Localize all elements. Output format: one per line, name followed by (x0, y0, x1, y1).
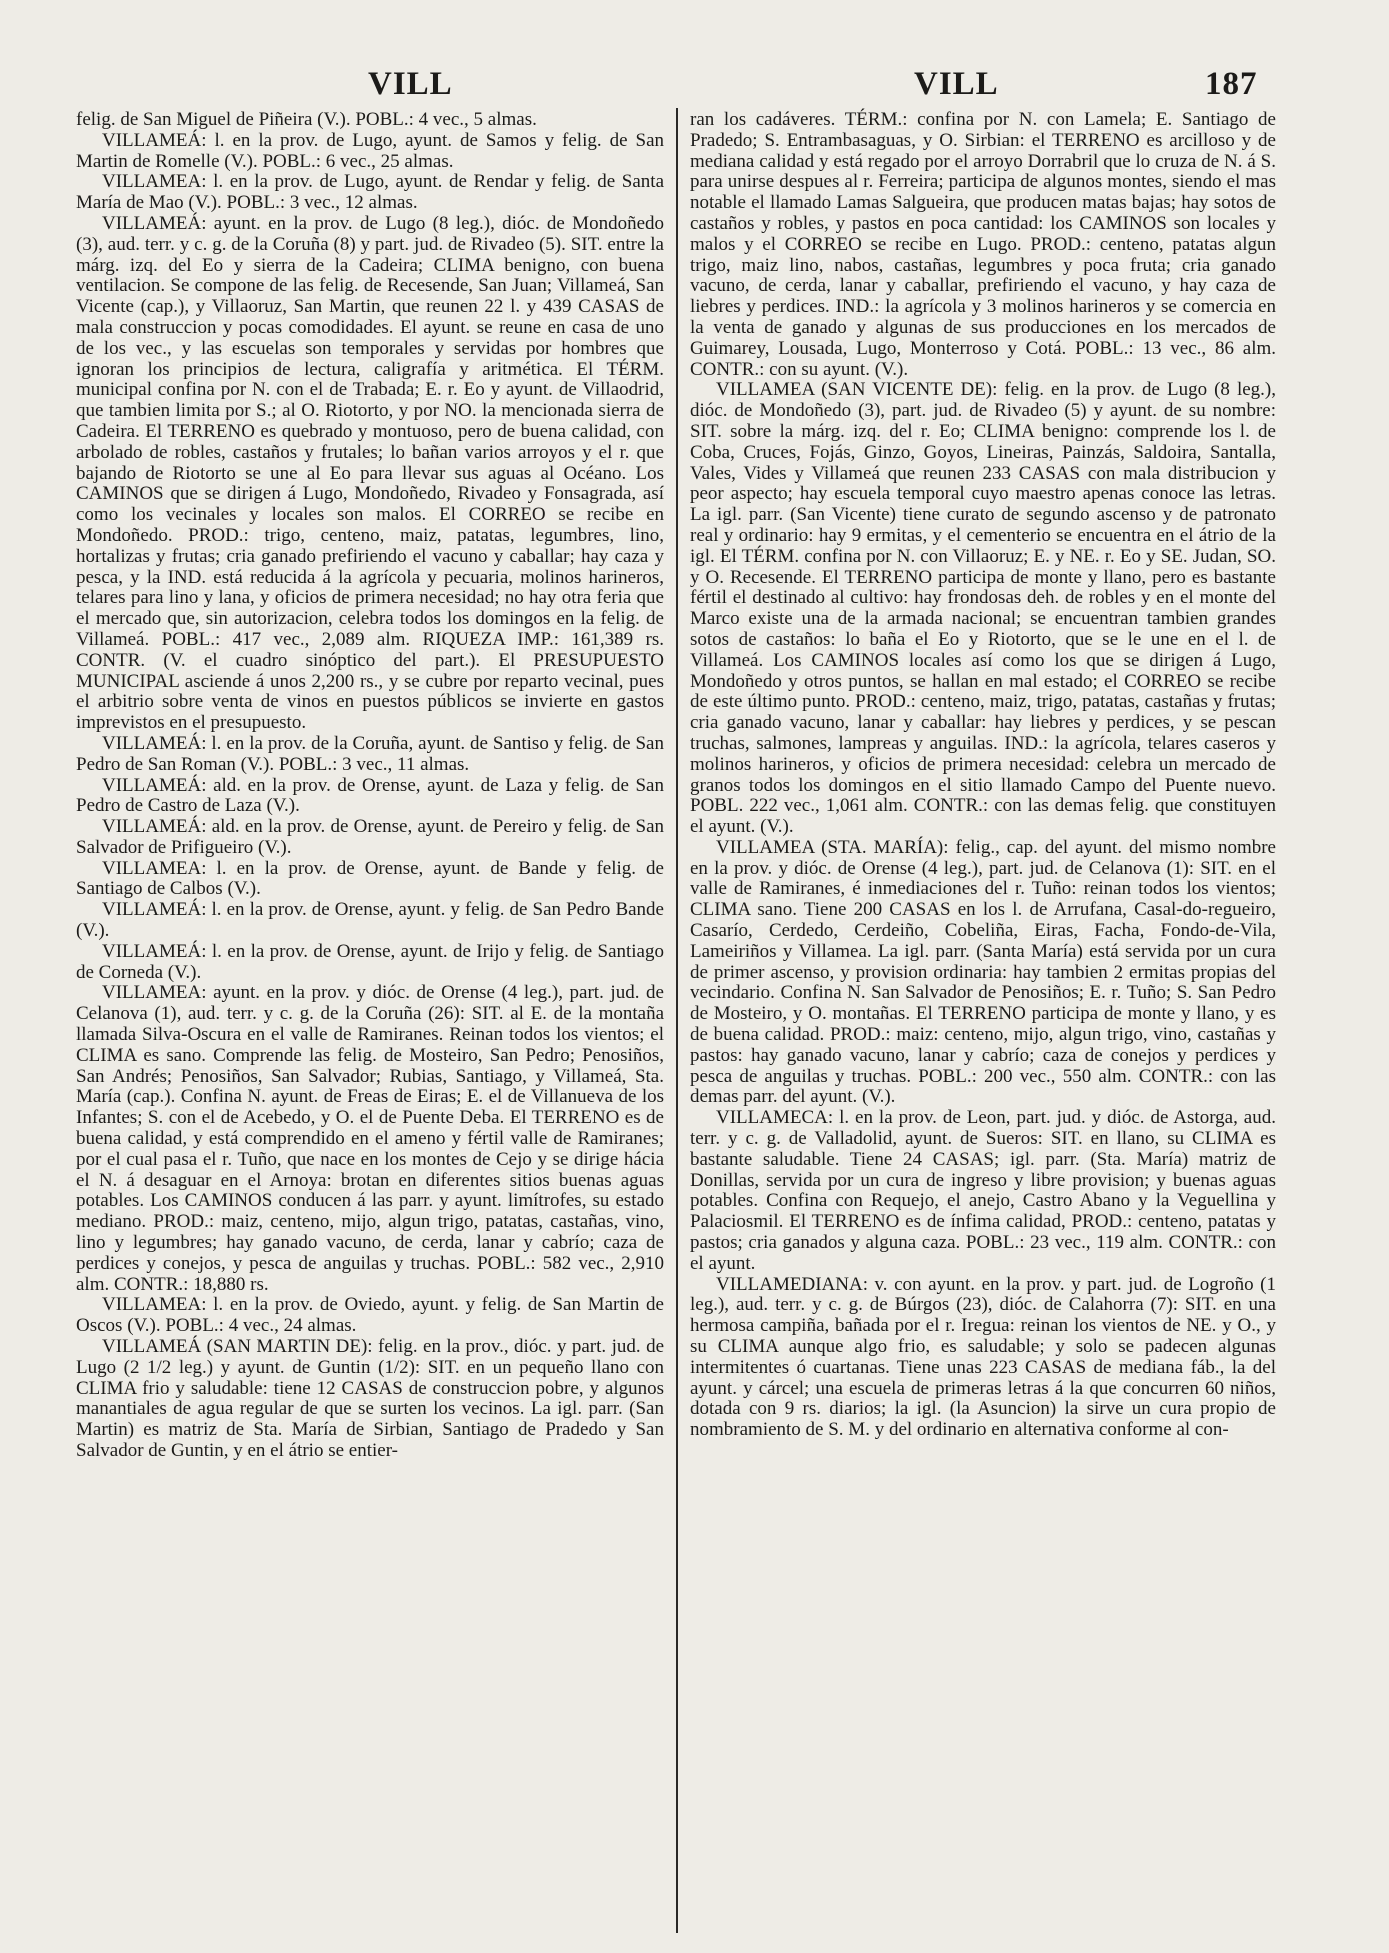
entry-paragraph: VILLAMEÁ: l. en la prov. de Orense, ayunt. de Irijo y felig. de Santiago de Corneda (V.). (76, 940, 664, 983)
entry-paragraph: VILLAMEÁ: l. en la prov. de Orense, ayunt. y felig. de San Pedro Bande (V.). (76, 899, 664, 942)
running-head-right: VILL (914, 66, 999, 102)
entry-paragraph: VILLAMEÁ: ald. en la prov. de Orense, ayunt. de Laza y felig. de San Pedro de Castro de Laza (V.). (76, 774, 664, 817)
entry-paragraph: VILLAMEÁ: ald. en la prov. de Orense, ayunt. de Pereiro y felig. de San Salvador de Prifigueiro (V.). (76, 816, 664, 858)
entry-paragraph: VILLAMEÁ: ayunt. en la prov. de Lugo (8 leg.), dióc. de Mondoñedo (3), aud. terr. y c. g. de la Coruña (8) y part. jud. de Rivadeo (5). SIT. entre la márg. izq. del Eo y sierra de la Cadeira; CLIMA benigno, con buena ventilacion. Se compone de las felig. de Recesende, San Juan; Villameá, San Vicente (cap.), y Villaoruz, San Martin, que reunen 22 l. y 439 CASAS de mala construccion y pocas comodidades. El ayunt. se reune en casa de uno de los vec., y las escuelas son temporales y servidas por hombres que ignoran los principios de lectura, caligrafía y aritmética. El TÉRM. municipal confina por N. con el de Trabada; E. r. Eo y ayunt. de Villaodrid, que tambien limita por S.; al O. Riotorto, y por NO. la mencionada sierra de Cadeira. El TERRENO es quebrado y montuoso, pero de buena calidad, con arbolado de robles, castaños y frutales; lo bañan varios arroyos y el r. que bajando de Riotorto se une al Eo para llevar sus aguas al Océano. Los CAMINOS que se dirigen á Lugo, Mondoñedo, Rivadeo y Fonsagrada, así como los vecinales y locales son malos. El CORREO se recibe en Mondoñedo. PROD.: trigo, centeno, maiz, patatas, legumbres, lino, hortalizas y frutas; cria ganado prefiriendo el vacuno y caballar; hay caza y pesca, y la IND. está reducida á la agrícola y pecuaria, molinos harineros, telares para lino y lana, y oficios de primera necesidad; no hay otra feria que el mercado que, sin autorizacion, celebra todos los domingos en la felig. de Villameá. POBL.: 417 vec., 2,089 alm. RIQUEZA IMP.: 161,389 rs. CONTR. (V. el cuadro sinóptico del part.). El PRESUPUESTO MUNICIPAL asciende á unos 2,200 rs., y se cubre por reparto vecinal, pues el arbitrio sobre venta de vinos en puestos públicos se invierte en gastos imprevistos en el presupuesto. (76, 212, 664, 734)
entry-paragraph: VILLAMEA: ayunt. en la prov. y dióc. de Orense (4 leg.), part. jud. de Celanova (1), aud. terr. y c. g. de la Coruña (26): SIT. al E. de la montaña llamada Silva-Oscura en el valle de Ramiranes. Reinan todos los vientos; el CLIMA es sano. Comprende las felig. de Mosteiro, San Pedro; Penosiños, San Andrés; Penosiños, San Salvador; Rubias, Santiago, y Villameá, Sta. María (cap.). Confina N. ayunt. de Freas de Eiras; E. el de Villanueva de los Infantes; S. con el de Acebedo, y O. el de Puente Deba. El TERRENO es de buena calidad, y está comprendido en el ameno y fértil valle de Ramiranes; por el cual pasa el r. Tuño, que nace en los montes de Cejo y se dirige hácia el N. á desaguar en el Arnoya: brotan en diferentes sitios buenas aguas potables. Los CAMINOS conducen á las parr. y ayunt. limítrofes, su estado mediano. PROD.: maiz, centeno, mijo, algun trigo, patatas, castañas, vino, lino y legumbres; hay ganado vacuno, de cerda, lanar y cabrío; caza de perdices y conejos, y pesca de anguilas y truchas. POBL.: 582 vec., 2,910 alm. CONTR.: 18,880 rs. (76, 982, 664, 1295)
entry-paragraph: VILLAMECA: l. en la prov. de Leon, part. jud. y dióc. de Astorga, aud. terr. y c. g. de Valladolid, ayunt. de Sueros: SIT. en llano, su CLIMA es bastante saludable. Tiene 24 CASAS; igl. parr. (Sta. María) matriz de Donillas, servida por un cura de ingreso y libre provision; y buenas aguas potables. Confina con Requejo, el anejo, Castro Abano y la Veguellina y Palaciosmil. El TERRENO es de ínfima calidad, PROD.: centeno, patatas y pastos; cria ganados y alguna caza. POBL.: 23 vec., 119 alm. CONTR.: con el ayunt. (690, 1107, 1276, 1274)
page-number: 187 (1205, 66, 1258, 102)
entry-paragraph: VILLAMEA (SAN VICENTE DE): felig. en la prov. de Lugo (8 leg.), dióc. de Mondoñedo (3), part. jud. de Rivadeo (5) y ayunt. de su nombre: SIT. sobre la márg. izq. del r. Eo; CLIMA benigno: comprende los l. de Coba, Cruces, Fojás, Ginzo, Goyos, Lineiras, Painzás, Saldoira, Santalla, Vales, Vides y Villameá que reunen 233 CASAS con mala distribucion y peor aspecto; hay escuela temporal cuyo maestro apenas conoce las letras. La igl. parr. (San Vicente) tiene curato de segundo ascenso y de patronato real y ordinario: hay 9 ermitas, y el cementerio se encuentra en el átrio de la igl. El TÉRM. confina por N. con Villaoruz; E. y NE. r. Eo y SE. Judan, SO. y O. Recesende. El TERRENO participa de monte y llano, pero es bastante fértil el destinado al cultivo: hay frondosas deh. de robles y en el monte del Marco existe una de la armada nacional; se encuentran tambien grandes sotos de castaños: lo baña el Eo y Riotorto, que se le une en el l. de Villameá. Los CAMINOS locales así como los que se dirigen á Lugo, Mondoñedo y otros puntos, se hallan en mal estado; el CORREO se recibe de este último punto. PROD.: centeno, maiz, trigo, patatas, castañas y frutas; cria ganado vacuno, lanar y caballar: hay liebres y perdices, y se pescan truchas, salmones, lampreas y anguilas. IND.: la agrícola, telares caseros y molinos harineros, y oficios de primera necesidad: celebra un mercado de granos todos los domingos en el sitio llamado Campo del Puente nuevo. POBL. 222 vec., 1,061 alm. CONTR.: con las demas felig. que constituyen el ayunt. (V.). (690, 379, 1276, 838)
entry-paragraph: VILLAMEDIANA: v. con ayunt. en la prov. y part. jud. de Logroño (1 leg.), aud. terr. y c. g. de Búrgos (23), dióc. de Calahorra (7): SIT. en una hermosa campiña, bañada por el r. Iregua: reinan los vientos de NE. y O., y su CLIMA aunque algo frio, es saludable; y solo se padecen algunas intermitentes ó cuartanas. Tiene unas 223 CASAS de mediana fáb., la del ayunt. y cárcel; una escuela de primeras letras á la que concurren 60 niños, dotada con 9 rs. diarios; la igl. (la Asuncion) la sirve un cura propio de nombramiento de S. M. y del ordinario en alternativa conforme al con- (690, 1273, 1276, 1441)
entry-paragraph: VILLAMEÁ (SAN MARTIN DE): felig. en la prov., dióc. y part. jud. de Lugo (2 1/2 leg.) y ayunt. de Guntin (1/2): SIT. en un pequeño llano con CLIMA frio y saludable: tiene 12 CASAS de construccion pobre, y algunos manantiales de agua regular de que se surten los vecinos. La igl. parr. (San Martin) es matriz de Sta. María de Sirbian, Santiago de Pradedo y San Salvador de Guntin, y en el átrio se entier- (76, 1336, 664, 1461)
running-head-left: VILL (368, 66, 453, 102)
entry-paragraph: VILLAMEA (STA. MARÍA): felig., cap. del ayunt. del mismo nombre en la prov. y dióc. de Orense (4 leg.), part. jud. de Celanova (1): SIT. en el valle de Ramiranes, é inmediaciones del r. Tuño: reinan todos los vientos; CLIMA sano. Tiene 200 CASAS en los l. de Arrufana, Casal-do-regueiro, Casarío, Cerdedo, Cerdeiño, Cobeliña, Eiras, Facha, Fondo-de-Vila, Lameiriños y Villamea. La igl. parr. (Santa María) está servida por un cura de primer ascenso, y provision ordinaria: hay tambien 2 ermitas propias del vecindario. Confina N. San Salvador de Penosiños; E. r. Tuño; S. San Pedro de Mosteiro, y O. montañas. El TERRENO participa de monte y llano, y es de buena calidad. PROD.: maiz: centeno, mijo, algun trigo, vino, castañas y pastos: hay ganado vacuno, lanar y cabrío; caza de conejos y perdices y pesca de anguilas y truchas. POBL.: 200 vec., 550 alm. CONTR.: con las demas parr. del ayunt. (V.). (690, 836, 1276, 1108)
entry-paragraph: VILLAMEA: l. en la prov. de Orense, ayunt. de Bande y felig. de Santiago de Calbos (V.). (76, 857, 664, 900)
entry-paragraph: ran los cadáveres. TÉRM.: confina por N. con Lamela; E. Santiago de Pradedo; S. Entrambasaguas, y O. Sirbian: el TERRENO es arcilloso y de mediana calidad y está regado por el arroyo Dorrabril que lo cruza de N. á S. para unirse despues al r. Ferreira; participa de algunos montes, siendo el mas notable el llamado Lamas Salgueira, que producen matas bajas; hay sotos de castaños y robles, y pastos en poca cantidad: los CAMINOS son locales y malos y el CORREO se recibe en Lugo. PROD.: centeno, patatas algun trigo, maiz lino, nabos, castañas, legumbres y poca fruta; cria ganado vacuno, de cerda, lanar y caballar, prefiriendo el vacuno, y hay caza de liebres y perdices. IND.: la agrícola y 3 molinos harineros y se comercia en la venta de ganado y algunas de sus producciones en los mercados de Guimarey, Lousada, Lugo, Monterroso y Cotá. POBL.: 13 vec., 86 alm. CONTR.: con su ayunt. (V.). (690, 109, 1276, 380)
right-column (690, 110, 1276, 1441)
left-column (76, 110, 664, 1462)
entry-paragraph: VILLAMEÁ: l. en la prov. de la Coruña, ayunt. de Santiso y felig. de San Pedro de San Roman (V.). POBL.: 3 vec., 11 almas. (76, 732, 664, 775)
entry-paragraph: VILLAMEA: l. en la prov. de Oviedo, ayunt. y felig. de San Martin de Oscos (V.). POBL.: 4 vec., 24 almas. (76, 1294, 664, 1337)
column-divider (676, 108, 678, 1933)
entry-paragraph: felig. de San Miguel de Piñeira (V.). POBL.: 4 vec., 5 almas. (76, 109, 537, 130)
entry-paragraph: VILLAMEA: l. en la prov. de Lugo, ayunt. de Rendar y felig. de Santa María de Mao (V.). POBL.: 3 vec., 12 almas. (76, 171, 664, 214)
entry-paragraph: VILLAMEÁ: l. en la prov. de Lugo, ayunt. de Samos y felig. de San Martin de Romelle (V.). POBL.: 6 vec., 25 almas. (76, 129, 664, 172)
